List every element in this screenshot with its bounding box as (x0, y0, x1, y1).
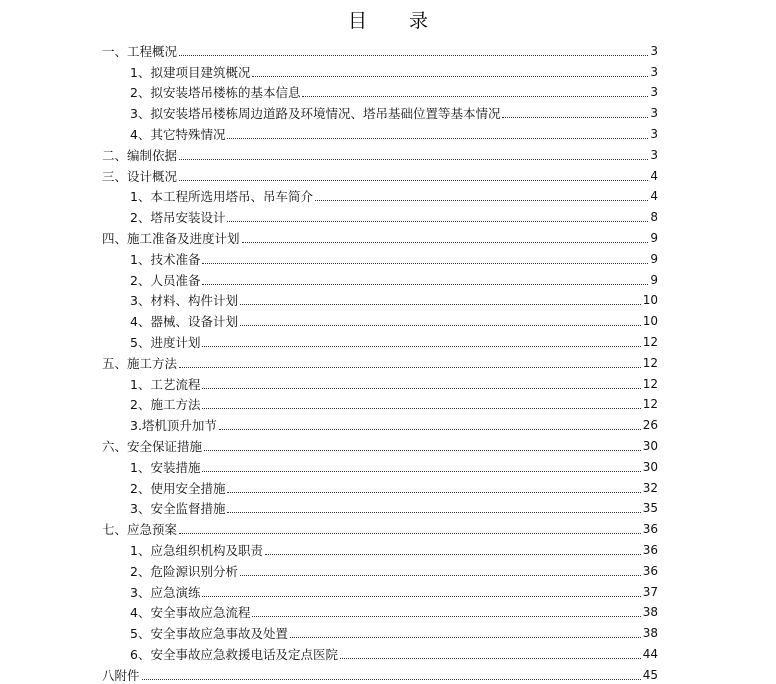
toc-entry-label: 1、本工程所选用塔吊、吊车简介 (130, 189, 313, 205)
toc-entry-label: 5、安全事故应急事故及处置 (130, 626, 288, 642)
toc-entry-label: 2、人员准备 (130, 272, 201, 288)
toc-page-number: 30 (642, 459, 658, 474)
toc-entry-label: 2、危险源识别分析 (130, 563, 238, 579)
toc-entry-label: 二、编制依据 (102, 147, 178, 163)
toc-page-number: 30 (642, 438, 658, 453)
toc-subentry[interactable] (102, 579, 658, 600)
toc-subentry[interactable] (102, 184, 658, 205)
toc-entry[interactable] (102, 142, 658, 163)
dot-leader (240, 574, 641, 576)
toc-page-number: 4 (650, 168, 658, 183)
toc-entry-label: 1、技术准备 (130, 251, 201, 267)
toc-entry-label: 2、塔吊安装设计 (130, 210, 226, 226)
dot-leader (142, 678, 641, 680)
toc-entry-label: 六、安全保证措施 (102, 438, 203, 454)
dot-leader (240, 303, 641, 305)
toc-page-number: 3 (650, 126, 658, 141)
toc-entry[interactable] (102, 662, 658, 683)
toc-subentry[interactable] (102, 392, 658, 413)
toc-entry[interactable] (102, 433, 658, 454)
toc-page-number: 37 (642, 584, 658, 599)
toc-page-number: 4 (650, 189, 658, 204)
toc-subentry[interactable] (102, 371, 658, 392)
toc-entry[interactable] (102, 163, 658, 184)
toc-subentry[interactable] (102, 620, 658, 641)
dot-leader (179, 179, 648, 181)
toc-subentry[interactable] (102, 454, 658, 475)
toc-page-number: 10 (642, 293, 658, 308)
toc-entry-label: 6、安全事故应急救援电话及定点医院 (130, 646, 338, 662)
dot-leader (227, 220, 648, 222)
toc-subentry[interactable] (102, 267, 658, 288)
toc-page-number: 10 (642, 314, 658, 329)
toc-page-number: 36 (642, 542, 658, 557)
toc-subentry[interactable] (102, 100, 658, 121)
dot-leader (252, 615, 640, 617)
toc-entry-label: 2、使用安全措施 (130, 480, 226, 496)
dot-leader (242, 241, 649, 243)
toc-subentry[interactable] (102, 558, 658, 579)
toc-subentry[interactable] (102, 329, 658, 350)
toc-page-number: 9 (650, 272, 658, 287)
toc-subentry[interactable] (102, 308, 658, 329)
toc-page-number: 3 (650, 43, 658, 58)
toc-subentry[interactable] (102, 59, 658, 80)
toc-subentry[interactable] (102, 496, 658, 517)
toc-subentry[interactable] (102, 475, 658, 496)
toc-entry-label: 1、拟建项目建筑概况 (130, 64, 251, 80)
toc-subentry[interactable] (102, 600, 658, 621)
toc-subentry[interactable] (102, 246, 658, 267)
toc-entry-label: 4、器械、设备计划 (130, 314, 238, 330)
toc-page-number: 3 (650, 85, 658, 100)
toc-subentry[interactable] (102, 288, 658, 309)
page-title: 目 录 (347, 10, 447, 32)
toc-page-number: 35 (642, 501, 658, 516)
toc-page-number: 12 (642, 376, 658, 391)
toc-entry-label: 1、安装措施 (130, 459, 201, 475)
toc-page-number: 44 (642, 646, 658, 661)
toc-entry-label: 三、设计概况 (102, 168, 178, 184)
toc-subentry[interactable] (102, 121, 658, 142)
toc-page-number: 9 (650, 230, 658, 245)
toc-entry-label: 一、工程概况 (102, 43, 178, 59)
dot-leader (227, 491, 640, 493)
dot-leader (227, 137, 648, 139)
toc-entry-label: 3、拟安装塔吊楼栋周边道路及环境情况、塔吊基础位置等基本情况 (130, 106, 501, 122)
toc-entry-label: 3、安全监督措施 (130, 501, 226, 517)
dot-leader (227, 511, 640, 513)
toc-entry[interactable] (102, 225, 658, 246)
toc-subentry[interactable] (102, 641, 658, 662)
toc-entry[interactable] (102, 38, 658, 59)
dot-leader (202, 262, 648, 264)
dot-leader (302, 95, 648, 97)
toc-entry-label: 八附件 (102, 667, 140, 683)
toc-page-number: 32 (642, 480, 658, 495)
dot-leader (252, 75, 648, 77)
dot-leader (179, 54, 648, 56)
table-of-contents (102, 38, 658, 683)
dot-leader (202, 283, 648, 285)
dot-leader (219, 428, 641, 430)
toc-entry-label: 3.塔机顶升加节 (130, 418, 217, 434)
dot-leader (204, 449, 641, 451)
dot-leader (240, 324, 641, 326)
toc-entry[interactable] (102, 350, 658, 371)
toc-page-number: 12 (642, 397, 658, 412)
dot-leader (265, 553, 641, 555)
toc-entry-label: 1、应急组织机构及职责 (130, 542, 263, 558)
toc-entry-label: 5、进度计划 (130, 334, 201, 350)
toc-page-number: 36 (642, 563, 658, 578)
dot-leader (179, 532, 641, 534)
toc-page-number: 36 (642, 522, 658, 537)
toc-subentry[interactable] (102, 412, 658, 433)
toc-entry-label: 2、拟安装塔吊楼栋的基本信息 (130, 85, 301, 101)
dot-leader (202, 407, 640, 409)
toc-page-number: 26 (642, 418, 658, 433)
dot-leader (202, 345, 640, 347)
toc-entry[interactable] (102, 516, 658, 537)
toc-subentry[interactable] (102, 204, 658, 225)
dot-leader (202, 387, 640, 389)
toc-entry-label: 五、施工方法 (102, 355, 178, 371)
toc-entry-label: 3、应急演练 (130, 584, 201, 600)
toc-entry-label: 4、安全事故应急流程 (130, 605, 251, 621)
dot-leader (340, 657, 641, 659)
toc-page-number: 38 (642, 605, 658, 620)
toc-page-number: 38 (642, 626, 658, 641)
dot-leader (315, 199, 648, 201)
dot-leader (290, 636, 641, 638)
toc-entry-label: 1、工艺流程 (130, 376, 201, 392)
dot-leader (502, 116, 648, 118)
toc-entry-label: 2、施工方法 (130, 397, 201, 413)
toc-entry-label: 4、其它特殊情况 (130, 126, 226, 142)
dot-leader (202, 595, 640, 597)
toc-page-number: 12 (642, 334, 658, 349)
toc-entry-label: 七、应急预案 (102, 522, 178, 538)
toc-page-number: 9 (650, 251, 658, 266)
toc-page-number: 45 (642, 667, 658, 682)
dot-leader (202, 470, 640, 472)
toc-page-number: 3 (650, 147, 658, 162)
toc-page-number: 12 (642, 355, 658, 370)
toc-page-number: 3 (650, 106, 658, 121)
dot-leader (179, 366, 641, 368)
toc-entry-label: 四、施工准备及进度计划 (102, 230, 240, 246)
toc-subentry[interactable] (102, 80, 658, 101)
toc-page-number: 3 (650, 64, 658, 79)
toc-subentry[interactable] (102, 537, 658, 558)
toc-entry-label: 3、材料、构件计划 (130, 293, 238, 309)
toc-page-number: 8 (650, 210, 658, 225)
dot-leader (179, 158, 648, 160)
